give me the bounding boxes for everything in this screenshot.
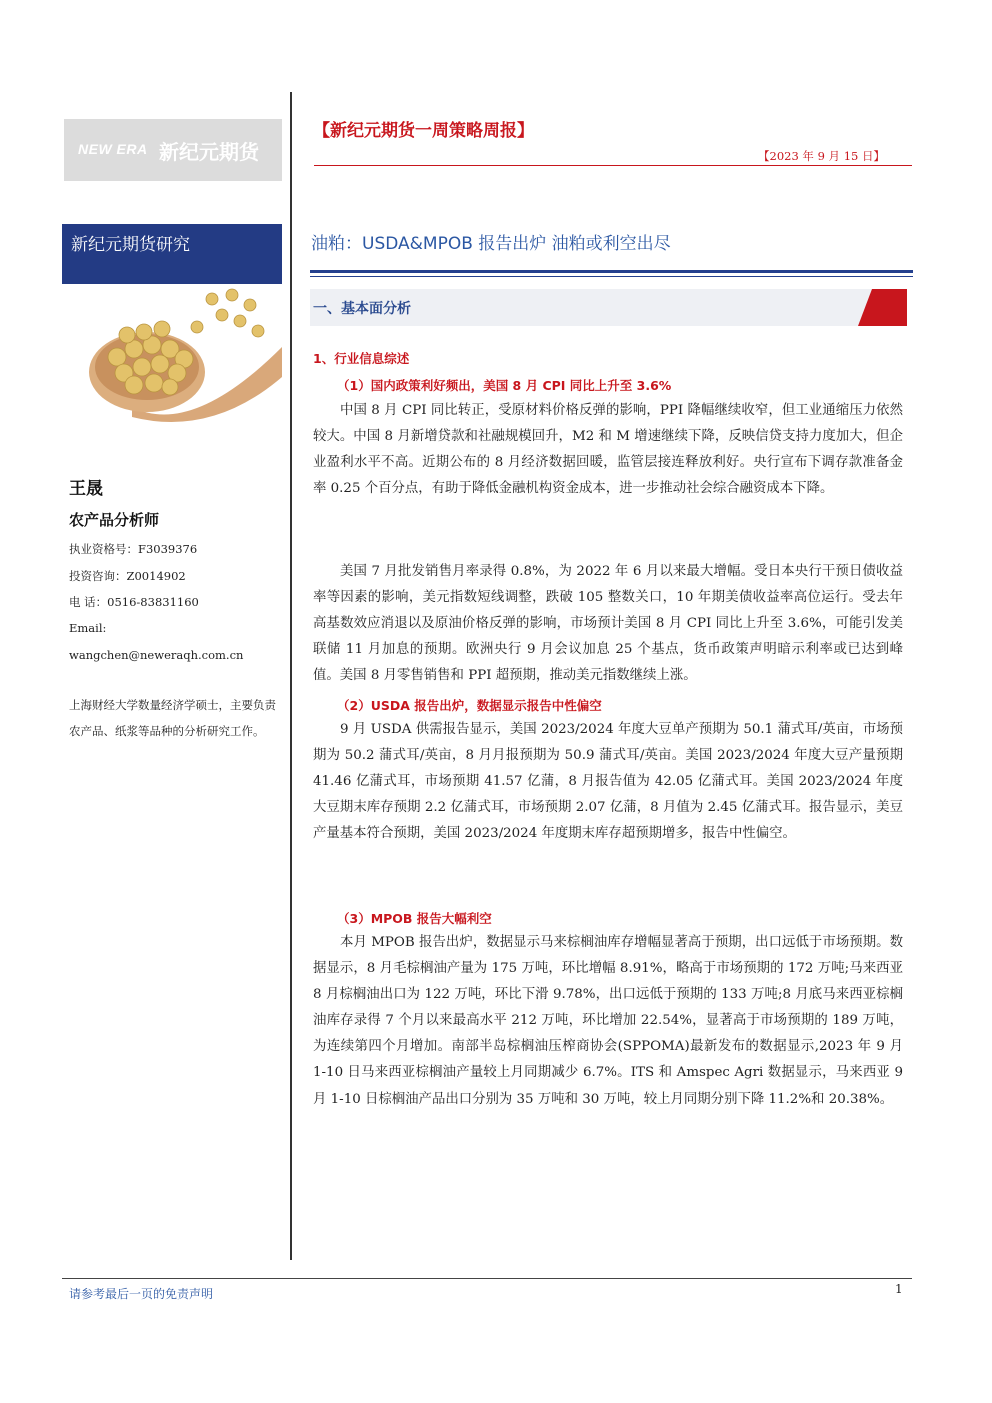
logo-text: 新纪元期货: [159, 140, 259, 164]
topic-heading-3: （3）MPOB 报告大幅利空: [337, 911, 492, 926]
footer-divider: [62, 1278, 912, 1279]
topic-heading-2: （2）USDA 报告出炉，数据显示报告中性偏空: [337, 698, 602, 713]
email-address[interactable]: wangchen@neweraqh.com.cn: [69, 648, 244, 662]
paragraph-3: 9 月 USDA 供需报告显示，美国 2023/2024 年度大豆单产预期为 50.1 蒲式耳/英亩，市场预期为 50.2 蒲式耳/英亩，8 月月报预期为 50.9 蒲式耳/英亩。美国 2023/2024 年度大豆产量预期 41.46 亿蒲式耳，市场预期 41.57 亿蒲，8 月报告值为 42.05 亿蒲式耳。美国 2023/2024 年度大豆期末库存预期 2.2 亿蒲式耳，市场预期 2.07 亿蒲，8 月值为 2.45 亿蒲式耳。报告显示，美豆产量基本符合预期，美国 2023/2024 年度期末库存超预期增多，报告中性偏空。: [313, 722, 903, 842]
soybean-spoon-image: [62, 287, 282, 433]
headline: 油粕：USDA&MPOB 报告出炉 油粕或利空出尽: [311, 234, 671, 254]
email-label: Email:: [69, 621, 107, 635]
page-number: 1: [895, 1282, 903, 1296]
date-divider: [314, 165, 912, 166]
analyst-name: 王晟: [69, 479, 103, 499]
column-divider: [290, 92, 292, 1260]
paragraph-4: 本月 MPOB 报告出炉，数据显示马来棕榈油库存增幅显著高于预期，出口远低于市场预期。数据显示，8 月毛棕榈油产量为 175 万吨，环比增幅 8.91%，略高于市场预期的 172 万吨;马来西亚 8 月棕榈油出口为 122 万吨，环比下滑 9.78%，出口远低于预期的 133 万吨;8 月底马来西亚棕榈油库存录得 7 个月以来最高水平 212 万吨，环比增加 22.54%，显著高于市场预期的 189 万吨，为连续第四个月增加。南部半岛棕榈油压榨商协会(SPPOMA)最新发布的数据显示,2023 年 9 月 1-10 日马来西亚棕榈油产量较上月同期减少 6.7%。ITS 和 Amspec Agri 数据显示，马来西亚 9 月 1-10 日棕榈油产品出口分别为 35 万吨和 30 万吨，较上月同期分别下降 11.2%和 20.38%。: [313, 935, 903, 1107]
disclaimer-note: 请参考最后一页的免责声明: [69, 1287, 214, 1301]
paragraph-1: 中国 8 月 CPI 同比转正，受原材料价格反弹的影响，PPI 降幅继续收窄，但工业通缩压力依然较大。中国 8 月新增贷款和社融规模回升，M2 和 M 增速继续下降，反映信贷支持力度加大，但企业盈利水平不高。近期公布的 8 月经济数据回暖，监管层接连释放利好。央行宣布下调存款准备金率 0.25 个百分点，有助于降低金融机构资金成本，进一步推动社会综合融资成本下降。: [313, 403, 903, 497]
headline-rule-thick: [310, 270, 913, 273]
research-banner: [62, 224, 282, 284]
company-logo: [64, 119, 282, 181]
analyst-bio: 上海财经大学数量经济学硕士，主要负责农产品、纸浆等品种的分析研究工作。: [69, 698, 276, 738]
paragraph-2: 美国 7 月批发销售月率录得 0.8%，为 2022 年 6 月以来最大增幅。受日本央行干预日债收益率等因素的影响，美元指数短线调整，跌破 105 整数关口，10 年期美债收益率高位运行。受去年高基数效应消退以及原油价格反弹的影响，市场预计美国 8 月 CPI 同比上升至 3.6%，可能引发美联储 11 月加息的预期。欧洲央行 9 月会议加息 25 个基点，货币政策声明暗示利率或已达到峰值。美国 8 月零售销售和 PPI 超预期，推动美元指数继续上涨。: [313, 564, 903, 684]
section-banner-accent: [858, 289, 907, 326]
analyst-title: 农产品分析师: [69, 511, 160, 529]
section-title: 一、基本面分析: [313, 301, 411, 317]
qualification-number: 执业资格号：F3039376: [69, 542, 198, 556]
topic-heading-1: （1）国内政策利好频出，美国 8 月 CPI 同比上升至 3.6%: [337, 378, 672, 393]
headline-rule-thin: [310, 276, 913, 277]
logo-mark: NEW ERA: [78, 141, 148, 157]
report-title: 【新纪元期货一周策略周报】: [313, 121, 534, 141]
phone-number: 电 话：0516-83831160: [69, 595, 199, 609]
research-label: 新纪元期货研究: [71, 235, 190, 255]
report-date: 【2023 年 9 月 15 日】: [758, 149, 885, 163]
subsection-heading: 1、行业信息综述: [313, 351, 410, 366]
consulting-number: 投资咨询：Z0014902: [69, 569, 186, 583]
